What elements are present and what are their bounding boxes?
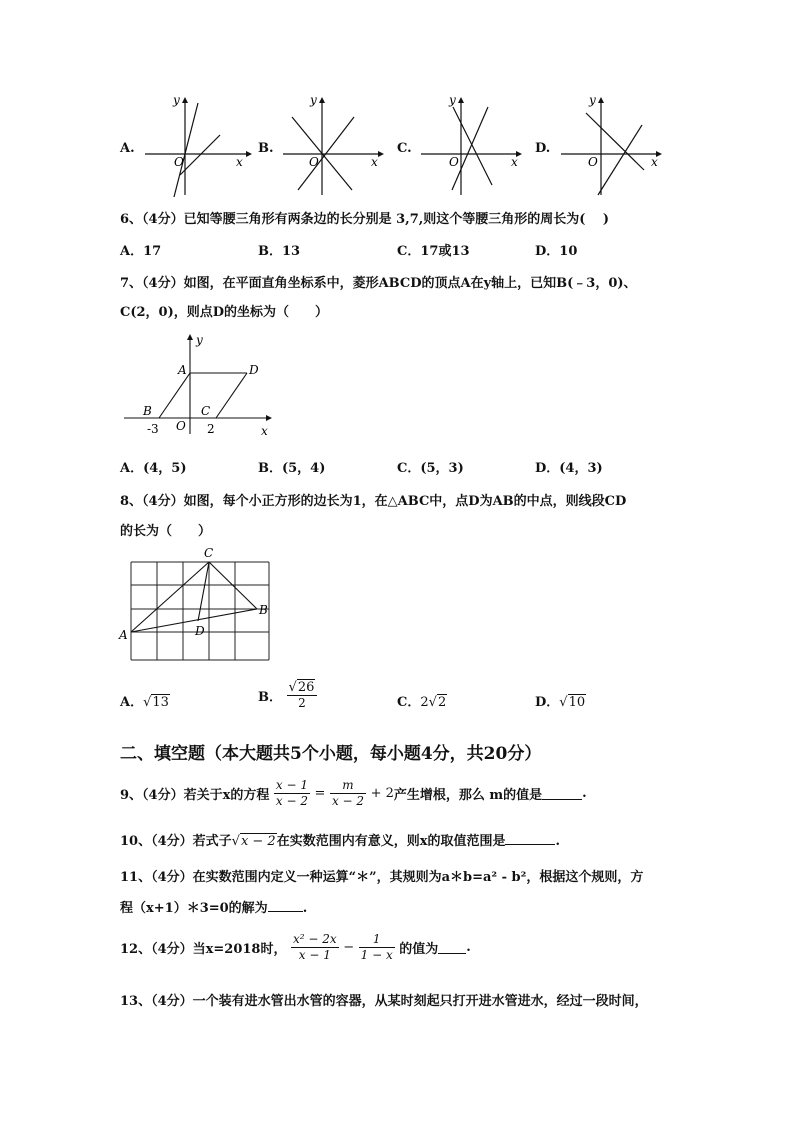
- svg-text:y: y: [173, 95, 180, 107]
- q5-option-a-label: A.: [120, 141, 135, 156]
- q8-stem-line1: 8、（4分）如图，每个小正方形的边长为1，在△ABC中，点D为AB的中点，则线段CD: [120, 494, 627, 509]
- svg-text:O: O: [174, 155, 184, 169]
- q10-line: 10、（4分）若式子√x − 2在实数范围内有意义，则x的取值范围是 .: [120, 834, 560, 849]
- q11-line2: 程（x+1）＊3=0的解为 .: [120, 901, 308, 916]
- q7-fig-x: x: [261, 424, 268, 438]
- q7-fig-y: y: [196, 333, 203, 347]
- svg-text:x: x: [236, 155, 243, 169]
- q12-blank: [438, 941, 466, 954]
- q6-stem: 6、（4分）已知等腰三角形有两条边的长分别是 3,7,则这个等腰三角形的周长为( ): [120, 212, 610, 227]
- svg-text:y: y: [449, 95, 456, 107]
- q7-stem-line2: C(2，0)，则点D的坐标为（ ）: [120, 305, 329, 320]
- q7-fig-b: B: [143, 404, 152, 418]
- q7-stem-line1: 7、（4分）如图，在平面直角坐标系中，菱形ABCD的顶点A在y轴上，已知B(﹣3，0)、: [120, 276, 637, 291]
- q5-graph-b: [278, 95, 390, 200]
- q7-fig-neg3: -3: [147, 422, 159, 436]
- q7-option-b: B．(5，4): [258, 461, 326, 476]
- q7-option-c: C．(5，3): [397, 461, 464, 476]
- q5-option-c-label: C.: [397, 141, 412, 156]
- q11-blank: [268, 899, 303, 912]
- svg-text:y: y: [310, 95, 317, 107]
- q8-fig-a: A: [119, 628, 128, 642]
- q5-option-b-label: B.: [258, 141, 274, 156]
- q13-line1: 13、（4分）一个装有进水管出水管的容器，从某时刻起只打开进水管进水，经过一段时间，: [120, 994, 648, 1009]
- q5-graph-a: [140, 95, 252, 200]
- q8-fig-c: C: [204, 546, 214, 560]
- q8-option-b: B． $\frac{√26}{2}$: [258, 680, 317, 711]
- q8-stem-line2: 的长为（ ）: [120, 524, 212, 539]
- svg-text:O: O: [309, 155, 319, 169]
- q6-option-a: A．17: [120, 244, 162, 259]
- svg-text:x: x: [371, 155, 378, 169]
- q8-option-a: A．√13: [120, 695, 169, 710]
- q8-option-d: D．√10: [535, 695, 586, 710]
- q5-option-d-label: D.: [535, 141, 551, 156]
- q9-line: 9、（4分）若关于x的方程 $\frac{x - 1}{x - 2}$ = $\frac{m}{x - 2}$ + 2产生增根，那么 m的值是 .: [120, 778, 587, 808]
- q6-option-b: B．13: [258, 244, 301, 259]
- q9-blank: [542, 787, 582, 800]
- section-heading: 二、填空题（本大题共5个小题，每小题4分，共20分）: [120, 744, 542, 764]
- q7-fig-2: 2: [207, 422, 215, 436]
- q5-graph-d: [556, 95, 668, 200]
- q7-fig-d: D: [249, 363, 259, 377]
- q8-fig-d: D: [195, 624, 205, 638]
- q7-fig-a: A: [178, 363, 187, 377]
- q12-line: 12、（4分）当x=2018时， $\frac{\text{x² − 2x}}{x - 1}$ − $\frac{1}{1 - x}$ 的值为 .: [120, 932, 471, 962]
- q11-line1: 11、（4分）在实数范围内定义一种运算“＊”，其规则为a＊b=a² - b²，根据这个规则，方: [120, 870, 644, 885]
- q10-blank: [505, 832, 555, 845]
- svg-text:y: y: [589, 95, 596, 107]
- q7-fig-o: O: [176, 419, 186, 433]
- svg-text:x: x: [651, 155, 658, 169]
- q8-figure: [116, 545, 276, 665]
- q7-figure: [118, 330, 288, 442]
- q8-option-c: C．2√2: [397, 695, 447, 710]
- q5-graph-c: [416, 95, 528, 200]
- svg-text:O: O: [588, 155, 598, 169]
- q7-option-a: A．(4，5): [120, 461, 187, 476]
- svg-text:O: O: [449, 155, 459, 169]
- q8-fig-b: B: [259, 603, 268, 617]
- q6-option-d: D．10: [535, 244, 578, 259]
- q7-fig-c: C: [201, 404, 211, 418]
- q7-option-d: D．(4，3): [535, 461, 603, 476]
- q6-option-c: C．17或13: [397, 244, 470, 259]
- svg-text:x: x: [511, 155, 518, 169]
